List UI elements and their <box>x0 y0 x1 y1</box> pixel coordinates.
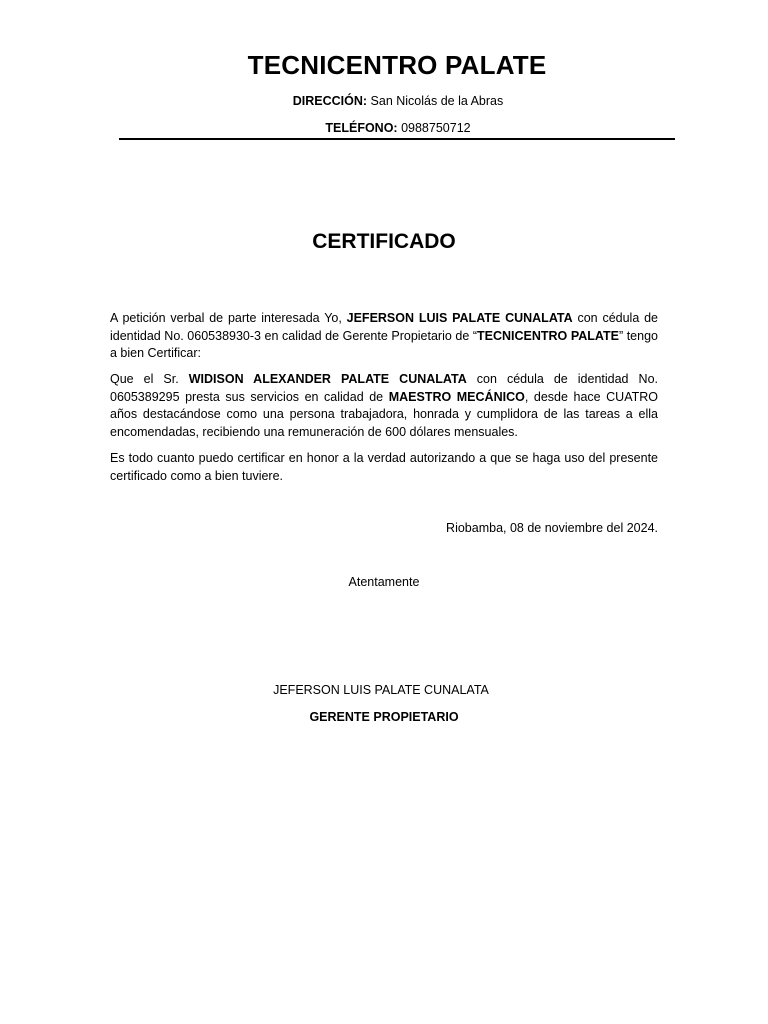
document-title: CERTIFICADO <box>312 230 456 253</box>
closing-salutation: Atentamente <box>348 575 420 589</box>
phone-label: TELÉFONO: <box>325 121 398 135</box>
address-value: San Nicolás de la Abras <box>370 94 504 108</box>
paragraph-employee <box>110 371 658 441</box>
paragraph-closing-statement: Es todo cuanto puedo certificar en honor a la verdad autorizando a que se haga uso del presente certificado como a bien tuviere. <box>110 451 658 483</box>
paragraph-text: A petición verbal de parte interesada Yo, <box>110 311 347 325</box>
signer-name: JEFERSON LUIS PALATE CUNALATA <box>273 683 489 697</box>
header-divider <box>119 138 675 140</box>
employee-position: MAESTRO MECÁNICO <box>388 389 525 404</box>
phone-value: 0988750712 <box>401 121 471 135</box>
signer-role: GERENTE PROPIETARIO <box>309 710 459 724</box>
phone-line <box>14 121 768 135</box>
date-line: Riobamba, 08 de noviembre del 2024. <box>446 521 658 535</box>
paragraph-text: con cédula de identidad No. 0605389295 presta sus servicios en calidad de <box>110 372 658 404</box>
address-line <box>14 94 768 108</box>
issuer-name: JEFERSON LUIS PALATE CUNALATA <box>346 311 573 325</box>
company-title: TECNICENTRO PALATE <box>247 50 547 80</box>
paragraph-request <box>110 310 658 363</box>
address-label: DIRECCIÓN: <box>292 94 368 108</box>
company-name-inline: TECNICENTRO PALATE <box>477 328 619 343</box>
paragraph-text: Que el Sr. <box>110 372 189 386</box>
employee-name: WIDISON ALEXANDER PALATE CUNALATA <box>188 372 467 386</box>
paragraph-text: , desde hace CUATRO años destacándose como una persona trabajadora, honrada y cumplidora de las tareas a ella encomendadas, recibiendo una remuneración de 600 dólares mensuales. <box>110 389 659 439</box>
paragraph-text: con cédula de identidad No. 060538930-3 en calidad de Gerente Propietario de “ <box>110 311 658 343</box>
paragraph-text: ” tengo a bien Certificar: <box>110 328 658 361</box>
